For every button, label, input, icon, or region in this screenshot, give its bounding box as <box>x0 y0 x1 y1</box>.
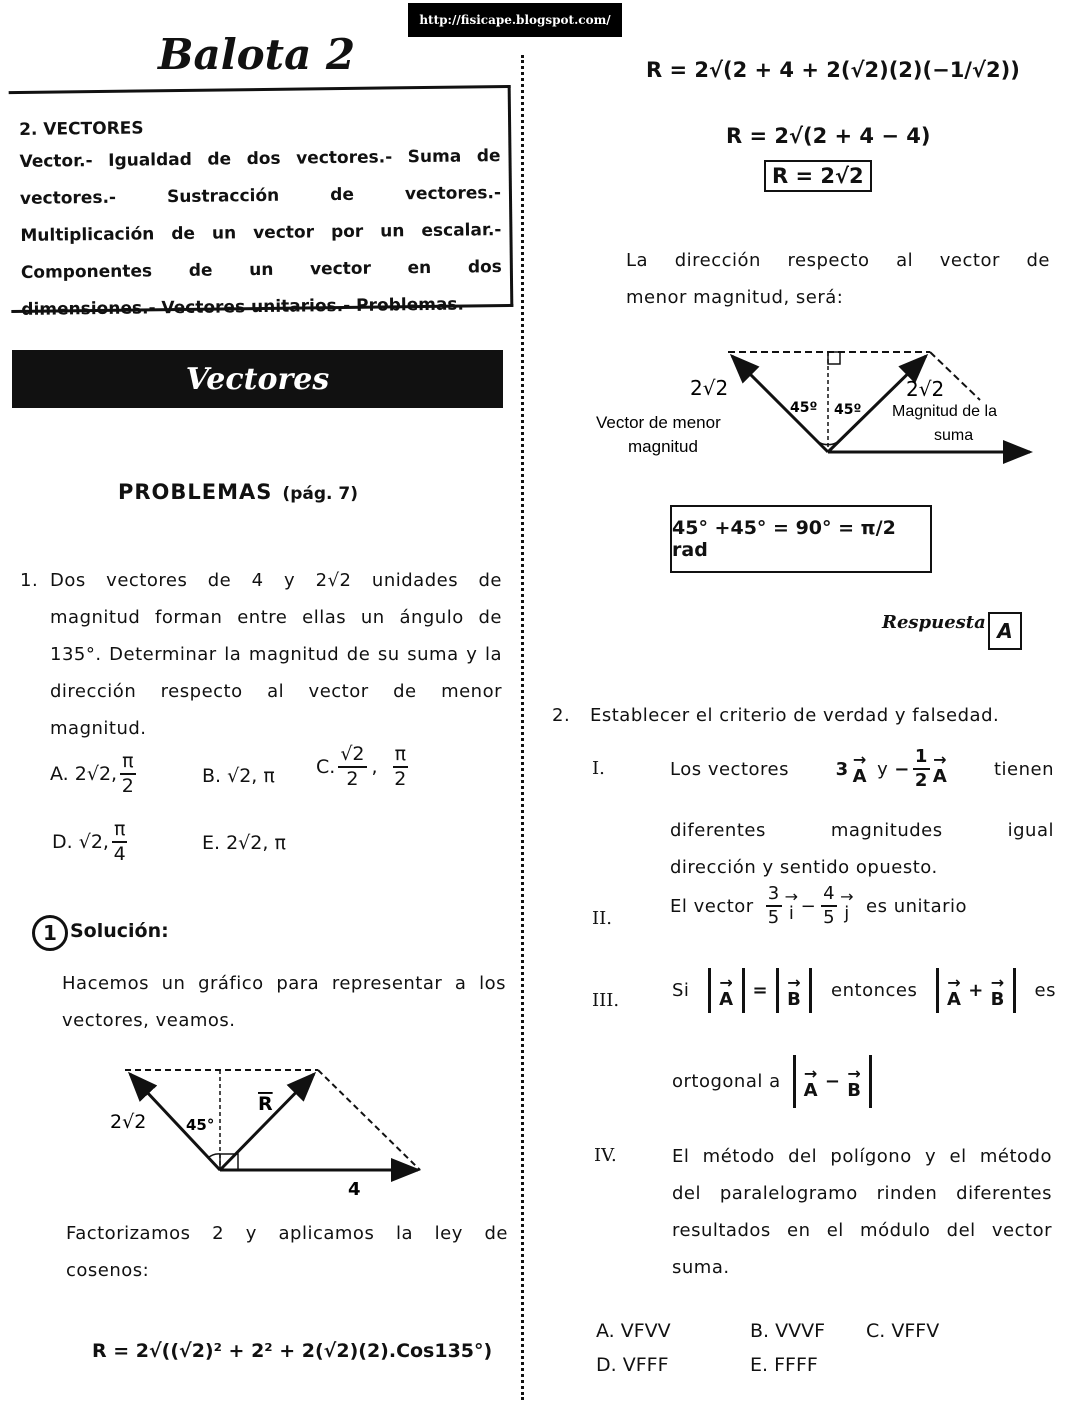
solution-intro-line: vectores, veamos. <box>62 1010 236 1031</box>
fraction-pi-2: $\frac{\pi}{2}$ <box>394 743 407 790</box>
p2-option-e: E. FFFF <box>750 1354 818 1376</box>
problems-title: PROBLEMAS <box>118 480 273 504</box>
item-i-line3: dirección y sentido opuesto. <box>670 857 938 878</box>
item-iv-line: El método del polígono y el método <box>672 1146 1052 1167</box>
column-divider <box>521 55 524 1400</box>
law-text <box>66 1215 508 1289</box>
topic-box <box>9 85 514 320</box>
topic-line: Multiplicación de un vector por un escalar.- <box>20 220 502 246</box>
item-iv-number: IV. <box>594 1145 617 1166</box>
caption-left-1: Vector de menor <box>596 413 721 432</box>
label-r: R <box>258 1093 273 1115</box>
equation-2: R = 2√(2 + 4 + 2(√2)(2)(−1/√2)) <box>646 58 1020 82</box>
dashed-side <box>318 1070 420 1170</box>
item-i-rest <box>670 812 1054 886</box>
angle-equation-box: 45° +45° = 90° = π/2 rad <box>670 505 932 573</box>
problem1-line: magnitud forman entre ellas un ángulo de <box>50 607 502 628</box>
item-iv-text <box>672 1138 1052 1286</box>
p2-option-c: C. VFFV <box>866 1320 940 1342</box>
topic-heading: 2. VECTORES <box>19 118 144 140</box>
item-ii-number: II. <box>592 908 612 929</box>
solution-intro-line: Hacemos un gráfico para representar a los <box>62 973 506 994</box>
solution-intro <box>62 965 506 1039</box>
direction-line: La dirección respecto al vector de <box>626 250 1050 271</box>
item-i-text-b: tienen <box>993 758 1054 780</box>
problem1-line: magnitud. <box>50 718 147 739</box>
law-text-line: cosenos: <box>66 1260 150 1281</box>
item-ii-text-b: es unitario <box>866 895 968 917</box>
item-iv-line: resultados en el módulo del vector <box>672 1220 1052 1241</box>
equation-3: R = 2√(2 + 4 − 4) <box>726 124 931 148</box>
label-angle-b: 45º <box>834 402 862 418</box>
p2-option-b: B. VVVF <box>750 1320 826 1342</box>
label-45: 45° <box>186 1116 215 1134</box>
solution-heading: Solución: <box>70 920 169 942</box>
problem1-text <box>50 562 502 747</box>
solution-number: 1 <box>32 915 68 951</box>
option-c: C. $\frac{√2}{2}$ , $\frac{\pi}{2}$ <box>316 743 407 790</box>
vector-diagram-2 <box>590 340 1040 470</box>
option-d-label: D. √2, <box>52 831 109 853</box>
problems-heading <box>118 480 358 504</box>
angle-arc <box>208 1154 220 1158</box>
problem2-number: 2. <box>552 705 571 726</box>
problem1-line: dirección respecto al vector de menor <box>50 681 502 702</box>
item-i-line1 <box>670 748 1054 790</box>
direction-line: menor magnitud, será: <box>626 287 844 308</box>
caption-right-1: Magnitud de la <box>892 403 997 420</box>
equation-4-boxed: R = 2√2 <box>764 160 872 192</box>
p2-option-d: D. VFFF <box>596 1354 669 1376</box>
fraction-pi-2: $\frac{\pi}{2}$ <box>121 750 134 797</box>
right-angle-mark-2 <box>828 352 840 364</box>
caption-left-2: magnitud <box>628 437 698 456</box>
p2-option-a: A. VFVV <box>596 1320 671 1342</box>
item-iii-line2-text: ortogonal a <box>672 1071 781 1092</box>
item-iv-line: suma. <box>672 1257 730 1278</box>
fraction-pi-4: $\frac{\pi}{4}$ <box>113 818 126 865</box>
equation-1: R = 2√((√2)² + 2² + 2(√2)(2).Cos135°) <box>92 1340 493 1362</box>
topic-line: vectores.- Sustracción de vectores.- <box>19 183 502 209</box>
blog-url[interactable]: http://fisicape.blogspot.com/ <box>408 3 622 37</box>
label-angle-a: 45º <box>790 400 818 416</box>
label-left-value: 2√2 <box>690 376 729 400</box>
label-4: 4 <box>348 1179 361 1200</box>
vector-r <box>220 1074 314 1170</box>
topic-line: Componentes de un vector en dos <box>20 257 502 283</box>
answer-box: A <box>988 612 1022 650</box>
topic-line: dimensiones.- Vectores unitarios.- Problemas. <box>21 294 465 320</box>
vector-diagram-1 <box>100 1060 440 1200</box>
item-ii-line: El vector $\frac{3}{5}$ → i − $\frac{4}{5}$ → j es unitario <box>670 883 968 928</box>
option-e: E. 2√2, π <box>202 832 286 854</box>
fraction-rt2-2: $\frac{√2}{2}$ <box>340 743 365 790</box>
option-b: B. √2, π <box>202 765 275 787</box>
item-ii-text-a: El vector <box>670 895 754 917</box>
item-iii-text-c: es <box>1034 980 1056 1001</box>
option-a <box>50 752 139 796</box>
label-2rt2: 2√2 <box>110 1111 147 1133</box>
item-i-number: I. <box>592 758 605 779</box>
option-c-label: C. <box>316 756 336 778</box>
option-d <box>52 820 130 864</box>
problem1-line: Dos vectores de 4 y 2√2 unidades de <box>50 570 502 591</box>
item-iii-text-a: Si <box>672 980 690 1001</box>
caption-right-2: suma <box>934 427 974 444</box>
law-text-line: Factorizamos 2 y aplicamos la ley de <box>66 1223 508 1244</box>
item-i-text-a: Los vectores <box>670 758 789 780</box>
item-iii-line2: ortogonal a → A − → B <box>672 1055 872 1108</box>
problem1-line: 135°. Determinar la magnitud de su suma y la <box>50 644 502 665</box>
item-i-vectors: 3 → A y − $\frac{1}{2}$ → A <box>835 746 948 791</box>
answer-label: Respuesta <box>882 612 986 633</box>
item-iv-line: del paralelogramo rinden diferentes <box>672 1183 1052 1204</box>
item-iii-number: III. <box>592 990 620 1011</box>
page-title: Balota 2 <box>158 30 356 79</box>
item-i-line2: diferentes magnitudes igual <box>670 820 1054 841</box>
option-a-label: A. 2√2, <box>50 763 118 785</box>
label-right-value: 2√2 <box>906 377 945 401</box>
item-iii-text-b: entonces <box>831 980 918 1001</box>
problems-page: (pág. 7) <box>282 484 358 504</box>
problem2-statement: Establecer el criterio de verdad y falsedad. <box>590 705 1000 726</box>
topic-line: Vector.- Igualdad de dos vectores.- Suma de <box>19 146 501 172</box>
item-iii-line1: Si → A = → B entonces → A + → B es <box>672 968 1056 1013</box>
problem1-number: 1. <box>20 570 39 591</box>
direction-text <box>626 242 1050 316</box>
section-banner: Vectores <box>12 350 503 408</box>
